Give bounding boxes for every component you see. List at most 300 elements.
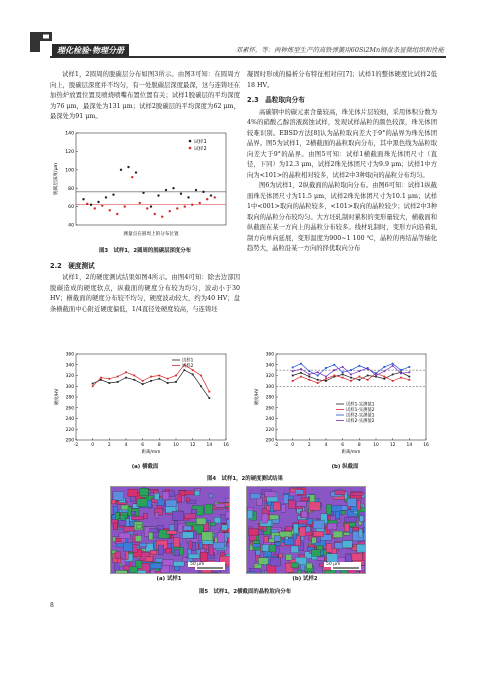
y-tick-label: 280 xyxy=(65,395,74,401)
grain xyxy=(326,505,331,515)
data-point xyxy=(124,205,126,207)
x-tick-label: 10 xyxy=(373,443,379,448)
grain xyxy=(351,553,363,560)
x-axis-label: 距离/mm xyxy=(141,450,161,455)
grain xyxy=(149,532,153,540)
grain xyxy=(312,537,317,543)
grain xyxy=(335,490,345,494)
data-point xyxy=(350,380,352,382)
grain xyxy=(357,501,360,510)
data-point xyxy=(127,165,129,167)
grain xyxy=(143,513,147,518)
data-point xyxy=(342,371,344,373)
grain xyxy=(225,512,229,518)
grain xyxy=(326,544,332,553)
grain xyxy=(183,526,191,530)
data-point xyxy=(325,367,327,369)
data-point xyxy=(317,379,319,381)
data-point xyxy=(317,375,319,377)
data-point xyxy=(192,374,194,376)
data-point xyxy=(300,372,302,374)
data-point xyxy=(408,366,410,368)
grain xyxy=(307,519,312,525)
grain xyxy=(308,571,311,573)
data-point xyxy=(300,376,302,378)
y-tick-label: 260 xyxy=(65,406,74,412)
data-point xyxy=(200,375,202,377)
x-axis-label: 距离/mm xyxy=(341,450,361,455)
grain xyxy=(293,535,297,539)
grain xyxy=(347,498,356,506)
data-point xyxy=(292,380,294,382)
grain xyxy=(145,557,153,562)
data-point xyxy=(400,369,402,371)
grain xyxy=(194,491,199,496)
grain xyxy=(222,525,228,530)
data-point xyxy=(367,379,369,381)
grain xyxy=(336,511,340,519)
grain xyxy=(174,549,179,556)
x-tick-label: 6 xyxy=(141,443,145,448)
data-point xyxy=(392,374,394,376)
grain xyxy=(131,516,143,520)
grain xyxy=(172,511,183,520)
figure-4 xyxy=(50,350,440,480)
y-axis-label: 硬度/HV xyxy=(255,388,260,406)
grain xyxy=(309,502,321,510)
data-point xyxy=(192,369,194,371)
data-point xyxy=(383,376,385,378)
grain xyxy=(158,545,163,555)
figure-4a-subcaption: (a) 横截面 xyxy=(131,464,159,470)
grain xyxy=(210,523,216,526)
figure-3-chart xyxy=(50,127,240,245)
data-point xyxy=(199,201,201,203)
grain xyxy=(166,500,177,507)
data-point xyxy=(175,381,177,383)
data-point xyxy=(208,391,210,393)
data-point xyxy=(325,380,327,382)
figure-5 xyxy=(50,486,440,598)
grain xyxy=(288,500,295,508)
right-paragraph-1: 凝固时形成的偏析分布特征相对应[7]；试样1的整体硬度比试样2低18 HV。 xyxy=(247,71,437,89)
grain xyxy=(291,563,298,568)
x-tick-label: 6 xyxy=(341,443,345,448)
grain xyxy=(258,558,268,565)
data-point xyxy=(146,207,148,209)
y-tick-label: 280 xyxy=(265,395,274,401)
data-point xyxy=(375,372,377,374)
data-point xyxy=(187,196,189,198)
grain xyxy=(249,529,259,536)
left-paragraph-1: 试样1，2圆周的脱碳层分布如图3所示。由图3可知：在圆周方向上，脱碳层深度并不均匀，有一处脱碳层深度最深，这与连铸坯在加热炉放置位置及喷烧喷嘴布置位置有关；试样1脱碳层的平均深度为76 μm，最深处为131 μm；试样2脱碳层的平均深度为62 μm，最深处为91 μm。 xyxy=(50,71,240,120)
data-point xyxy=(392,365,394,367)
data-point xyxy=(92,385,94,387)
y-tick-label: 120 xyxy=(65,149,74,155)
figure-4b-subcaption: (b) 纵截面 xyxy=(331,464,359,470)
grain xyxy=(273,502,280,510)
grain xyxy=(185,514,196,519)
grain xyxy=(155,558,163,562)
y-tick-label: 140 xyxy=(65,131,74,137)
grain xyxy=(345,517,357,522)
data-point xyxy=(400,377,402,379)
grain xyxy=(205,504,213,514)
data-point xyxy=(139,201,141,203)
grain xyxy=(327,523,337,530)
grain xyxy=(300,527,306,536)
grain xyxy=(298,570,302,573)
grain xyxy=(295,490,304,494)
data-point xyxy=(350,377,352,379)
legend-label: 试样2-实测值2 xyxy=(346,419,375,424)
plot-frame xyxy=(76,354,226,440)
data-point xyxy=(172,187,174,189)
data-point xyxy=(108,382,110,384)
grain xyxy=(154,493,159,499)
data-point xyxy=(100,379,102,381)
data-point xyxy=(358,370,360,372)
x-tick-label: 0 xyxy=(91,443,95,448)
grain xyxy=(186,498,189,502)
data-point xyxy=(180,192,182,194)
x-tick-label: 2 xyxy=(107,443,111,448)
data-point xyxy=(292,375,294,377)
data-point xyxy=(101,204,103,206)
x-tick-label: 0 xyxy=(291,443,295,448)
grain xyxy=(188,554,199,558)
grain xyxy=(114,562,119,571)
data-point xyxy=(108,378,110,380)
grain xyxy=(209,494,213,498)
data-point xyxy=(161,215,163,217)
data-point xyxy=(131,175,133,177)
grain xyxy=(262,545,269,552)
grain xyxy=(167,531,177,535)
x-tick-label: -2 xyxy=(73,443,79,448)
grain xyxy=(286,554,292,560)
grain xyxy=(269,539,275,542)
data-point xyxy=(175,375,177,377)
grain xyxy=(162,560,173,566)
grain xyxy=(115,552,121,559)
grain xyxy=(174,521,177,531)
data-point xyxy=(100,377,102,379)
y-tick-label: 100 xyxy=(65,167,74,173)
data-point xyxy=(206,198,208,200)
x-tick-label: 14 xyxy=(206,443,213,448)
grain xyxy=(286,527,293,531)
grain xyxy=(151,569,155,573)
grain xyxy=(313,531,323,536)
x-tick-label: 4 xyxy=(124,443,128,448)
data-point xyxy=(350,374,352,376)
data-point xyxy=(157,194,159,196)
journal-name: 理化检验·物理分册 xyxy=(52,44,129,57)
data-point xyxy=(333,375,335,377)
grain xyxy=(262,514,267,524)
figure-3-caption: 图3 试样1，2圆周的脱碳层深度分布 xyxy=(98,247,192,254)
grain xyxy=(175,566,180,571)
legend-marker xyxy=(189,139,192,142)
left-paragraph-2: 试样1，2的硬度测试结果如图4所示。由图4可知：除去边部因脱碳造成的硬度软点，纵截面的硬度分布较为均匀，波动小于30 HV；横截面的硬度分布较不均匀，硬度波动较大，约为40 HV；盘条横截面中心附近硬度偏低，1/4直径处硬度较高，与连铸坯 xyxy=(50,274,240,313)
grain xyxy=(253,544,261,548)
data-point xyxy=(97,200,99,202)
data-point xyxy=(342,374,344,376)
y-tick-label: 200 xyxy=(65,438,74,444)
figure-5a-subcaption: (a) 试样1 xyxy=(156,576,182,582)
grain xyxy=(183,558,188,562)
grain xyxy=(279,553,283,557)
y-tick-label: 320 xyxy=(265,374,274,380)
section-2-3-heading: 2.3 晶粒取向分布 xyxy=(247,96,305,104)
legend-label: 试样1-实测值2 xyxy=(346,408,375,413)
data-point xyxy=(117,376,119,378)
data-point xyxy=(408,376,410,378)
data-point xyxy=(367,375,369,377)
grain xyxy=(128,489,137,496)
data-point xyxy=(308,376,310,378)
grain xyxy=(173,538,179,547)
grain xyxy=(132,511,136,514)
data-point xyxy=(176,207,178,209)
x-tick-label: 2 xyxy=(307,443,311,448)
y-tick-label: 220 xyxy=(265,427,274,433)
grain xyxy=(335,543,344,549)
legend-marker xyxy=(189,146,192,149)
page-number: 8 xyxy=(50,602,54,609)
figure-4a-chart xyxy=(50,350,240,462)
data-point xyxy=(184,205,186,207)
grain xyxy=(213,542,225,548)
grain xyxy=(150,550,157,554)
grain xyxy=(307,563,313,569)
data-point xyxy=(325,378,327,380)
grain xyxy=(119,521,126,526)
data-point xyxy=(154,212,156,214)
micrograph-sample-1 xyxy=(110,486,230,574)
grain xyxy=(250,493,260,499)
grain xyxy=(177,495,182,502)
data-point xyxy=(308,379,310,381)
data-point xyxy=(150,376,152,378)
grain xyxy=(115,512,119,519)
ebsd-map-1 xyxy=(111,487,229,573)
grain xyxy=(357,544,365,552)
grain xyxy=(137,499,148,507)
data-point xyxy=(392,363,394,365)
data-point xyxy=(133,379,135,381)
grain xyxy=(185,491,194,495)
grain xyxy=(192,542,196,551)
grain xyxy=(293,524,298,534)
y-tick-label: 320 xyxy=(65,374,74,380)
y-tick-label: 240 xyxy=(265,417,274,423)
grain xyxy=(248,572,255,573)
data-point xyxy=(142,380,144,382)
grain xyxy=(283,495,288,504)
data-point xyxy=(358,379,360,381)
y-tick-label: 80 xyxy=(68,186,74,192)
data-point xyxy=(158,375,160,377)
y-tick-label: 300 xyxy=(65,384,74,390)
y-tick-label: 360 xyxy=(265,352,274,358)
y-tick-label: 360 xyxy=(65,352,74,358)
grain xyxy=(359,529,362,537)
grain xyxy=(281,505,286,512)
data-point xyxy=(292,370,294,372)
grain xyxy=(123,543,133,552)
data-point xyxy=(383,366,385,368)
grain xyxy=(116,538,122,542)
figure-5-caption: 图5 试样1，2横截面的晶粒取向分布 xyxy=(198,589,292,595)
grain xyxy=(274,536,280,542)
x-tick-label: 10 xyxy=(173,443,179,448)
micrograph-sample-2 xyxy=(246,486,366,574)
y-tick-label: 240 xyxy=(65,417,74,423)
grain xyxy=(317,557,324,561)
grain xyxy=(270,545,276,552)
figure-4b-chart xyxy=(250,350,440,462)
legend-label: 试样1 xyxy=(194,139,207,145)
data-point xyxy=(90,203,92,205)
y-tick-label: 260 xyxy=(265,406,274,412)
grain xyxy=(341,511,345,515)
grain xyxy=(121,505,129,510)
data-point xyxy=(158,378,160,380)
data-point xyxy=(150,205,152,207)
grain xyxy=(280,532,292,538)
grain xyxy=(140,543,147,546)
x-axis-label: 测量点在圆周上的分布位置 xyxy=(123,231,179,237)
figure-5b-subcaption: (b) 试样2 xyxy=(292,576,318,582)
data-point xyxy=(367,367,369,369)
data-point xyxy=(169,210,171,212)
grain xyxy=(333,531,343,538)
grain xyxy=(345,555,352,562)
data-point xyxy=(105,196,107,198)
data-point xyxy=(408,379,410,381)
data-point xyxy=(308,374,310,376)
data-point xyxy=(300,363,302,365)
grain xyxy=(227,538,229,542)
grain xyxy=(285,537,288,540)
x-tick-label: -2 xyxy=(273,443,279,448)
right-paragraph-3: 图6为试样1，2纵截面的晶粒取向分布。由图6可知：试样1纵截面珠光体团尺寸为11.5 μm，试样2珠光体团尺寸为10.1 μm；试样1中<001>取向的晶粒较多，<101>取向的晶粒较少；试样2中3种取向的晶粒分布较均匀。大方坯轧制时累积的变形量较大，横截面和纵截面在某一方向上的晶粒分布较多。线材轧制时，变形方向沿着轧制方向单向延展，变形温度为900~1 100 ℃，晶粒的再结晶等轴化趋势大，晶粒沿某一方向的择优取向分布 xyxy=(247,182,437,252)
data-point xyxy=(342,377,344,379)
data-point xyxy=(92,383,94,385)
right-paragraph-2: 高碳钢中的碳元素含量较高，珠光体片层较细，采用体积分数为4%的硝酸乙醇溶液腐蚀试样，发现试样晶粒的颜色较深，珠光体团较难识别。EBSD方法[8]认为晶粒取向差大于9°的晶界为珠光体团晶界。图5为试样1，2横截面的晶粒取向分布，其中黑色线为晶粒取向差大于9°的晶界。由图5可知：试样1横截面珠光体团尺寸（直径，下同）为12.3 μm，试样2珠光体团尺寸为9.9 μm；试样1中方向为<101>的晶粒相对较多，试样2中3种取向的晶粒分布均匀。 xyxy=(247,108,437,179)
grain xyxy=(116,570,127,573)
grain xyxy=(140,488,149,496)
data-point xyxy=(358,376,360,378)
x-tick-label: 12 xyxy=(189,443,196,448)
data-point xyxy=(333,369,335,371)
data-point xyxy=(165,188,167,190)
data-point xyxy=(408,371,410,373)
right-column xyxy=(247,70,437,255)
grain xyxy=(270,558,281,567)
grain xyxy=(343,541,353,548)
y-tick-label: 220 xyxy=(65,427,74,433)
grain xyxy=(364,522,365,527)
y-axis-label: 脱碳层深度/μm xyxy=(54,162,59,195)
grain xyxy=(313,520,324,529)
data-point xyxy=(142,191,144,193)
data-point xyxy=(183,369,185,371)
data-point xyxy=(94,207,96,209)
grain xyxy=(162,492,169,500)
grain xyxy=(112,500,116,504)
grain xyxy=(216,504,225,507)
legend-label: 试样2 xyxy=(182,364,194,369)
figure-4-caption: 图4 试样1，2的硬度测试结果 xyxy=(207,476,283,482)
left-column xyxy=(50,70,240,315)
data-point xyxy=(375,375,377,377)
data-point xyxy=(202,190,204,192)
plot-frame xyxy=(276,354,426,440)
data-point xyxy=(116,212,118,214)
y-tick-label: 340 xyxy=(65,363,74,369)
data-point xyxy=(300,368,302,370)
data-point xyxy=(333,364,335,366)
y-tick-label: 300 xyxy=(265,384,274,390)
grain xyxy=(264,492,276,497)
x-tick-label: 16 xyxy=(223,443,229,448)
y-tick-label: 200 xyxy=(265,438,274,444)
data-point xyxy=(191,203,193,205)
data-point xyxy=(200,385,202,387)
data-point xyxy=(117,381,119,383)
scale-bar-2: 50 μm xyxy=(326,562,341,567)
grain xyxy=(296,502,306,506)
grain xyxy=(247,510,252,519)
grain xyxy=(341,506,347,510)
grain xyxy=(150,528,158,532)
x-tick-label: 16 xyxy=(423,443,429,448)
data-point xyxy=(292,367,294,369)
grain xyxy=(291,546,299,553)
data-point xyxy=(210,194,212,196)
data-point xyxy=(358,365,360,367)
data-point xyxy=(86,202,88,204)
data-point xyxy=(208,397,210,399)
x-tick-label: 8 xyxy=(357,443,361,448)
data-point xyxy=(325,376,327,378)
grain xyxy=(154,490,158,494)
grain xyxy=(135,536,141,542)
grain xyxy=(189,541,192,550)
data-point xyxy=(125,371,127,373)
data-point xyxy=(125,377,127,379)
data-point xyxy=(214,196,216,198)
data-point xyxy=(383,378,385,380)
grain xyxy=(137,525,142,529)
x-tick-label: 12 xyxy=(389,443,396,448)
data-point xyxy=(82,198,84,200)
data-point xyxy=(308,370,310,372)
figure-3 xyxy=(50,127,240,257)
grain xyxy=(352,492,363,495)
grain xyxy=(301,511,307,518)
grain xyxy=(113,523,117,530)
data-point xyxy=(392,380,394,382)
grain xyxy=(312,550,321,557)
data-point xyxy=(350,369,352,371)
grain xyxy=(121,560,126,566)
grain xyxy=(360,516,364,522)
y-tick-label: 60 xyxy=(68,204,74,210)
